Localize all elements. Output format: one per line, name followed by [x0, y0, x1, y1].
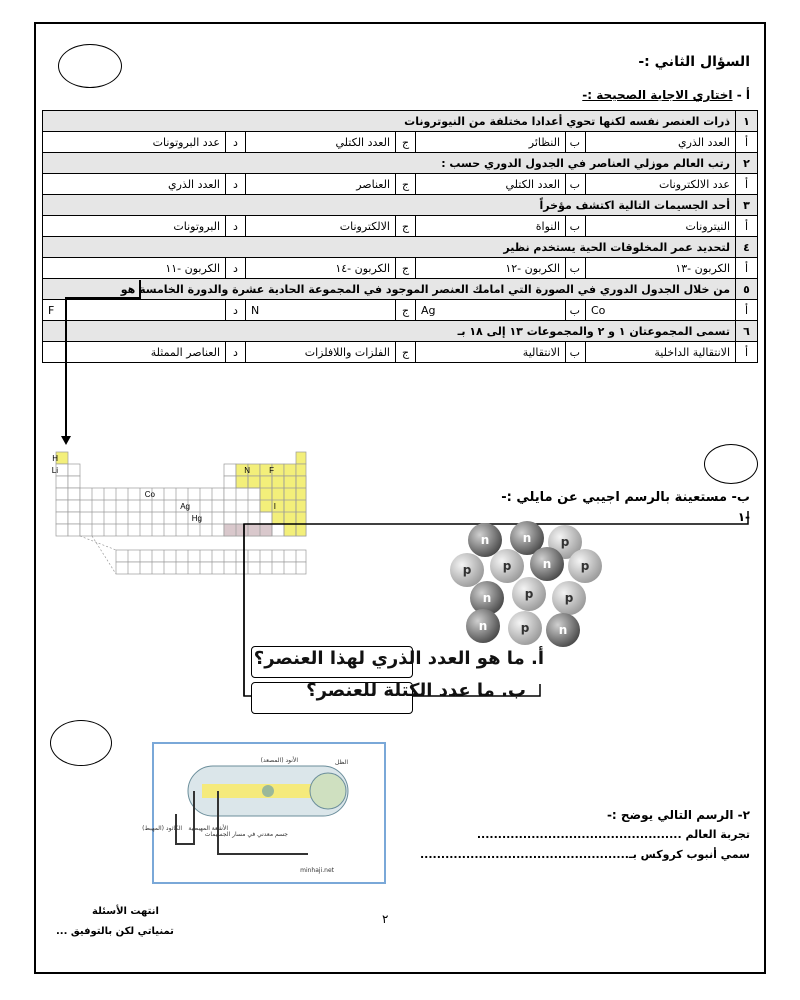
option-letter: أ	[736, 300, 758, 321]
option-letter: ب	[566, 132, 586, 153]
answer-option[interactable]: الكربون -١٤	[246, 258, 396, 279]
option-letter: د	[226, 300, 246, 321]
answer-option[interactable]: النظائر	[416, 132, 566, 153]
question-number: ٤	[736, 237, 758, 258]
neutron-label: n	[482, 591, 492, 605]
element-symbol: F	[269, 466, 274, 475]
proton-label: p	[560, 535, 570, 549]
question-number: ٥	[736, 279, 758, 300]
option-letter: ب	[566, 258, 586, 279]
wish-text: تمنياتي لكن بالتوفيق ...	[56, 926, 174, 937]
answer-option[interactable]: N	[246, 300, 396, 321]
answer-option[interactable]: الانتقالية	[416, 342, 566, 363]
option-letter: ج	[396, 216, 416, 237]
part-2-crookes-line: سمي أنبوب كروكس بـ..................................................	[420, 848, 750, 861]
question-text: تسمى المجموعتان ١ و ٢ والمجموعات ١٣ إلى ١٨ بـ	[43, 321, 736, 342]
question-text: ذرات العنصر نفسه لكنها تحوي أعدادا مختلفة من النيوترونات	[43, 111, 736, 132]
answer-option[interactable]: الالكترونات	[246, 216, 396, 237]
neutron-label: n	[522, 531, 532, 545]
option-letter: ب	[566, 174, 586, 195]
question-number: ٣	[736, 195, 758, 216]
answer-option[interactable]: F	[43, 300, 226, 321]
page-number: ٢	[382, 912, 389, 926]
option-letter: د	[226, 258, 246, 279]
option-letter: د	[226, 216, 246, 237]
answer-option[interactable]: العدد الذري	[586, 132, 736, 153]
option-letter: أ	[736, 258, 758, 279]
element-symbol: Hg	[191, 514, 202, 523]
option-letter: د	[226, 174, 246, 195]
answer-option[interactable]: Co	[586, 300, 736, 321]
answer-option[interactable]: الكربون -١٢	[416, 258, 566, 279]
answer-option[interactable]: العدد الكتلي	[416, 174, 566, 195]
crt-diagram-label: جسم معدني في مسار الجسيمات	[204, 831, 288, 838]
option-letter: ب	[566, 300, 586, 321]
crt-diagram-label: الكاثود (المهبط)	[142, 825, 182, 832]
answer-option[interactable]: الكربون -١١	[43, 258, 226, 279]
option-letter: أ	[736, 216, 758, 237]
neutron-label: n	[478, 619, 488, 633]
element-symbol: H	[52, 454, 58, 463]
answer-option[interactable]: العدد الكتلي	[246, 132, 396, 153]
answer-option[interactable]: النيترونات	[586, 216, 736, 237]
answer-option[interactable]: البروتونات	[43, 216, 226, 237]
answer-option[interactable]: العناصر	[246, 174, 396, 195]
element-symbol: Ag	[180, 502, 190, 511]
exam-page	[34, 22, 766, 974]
question-mass-number: ب. ما عدد الكتلة للعنصر؟	[306, 680, 526, 701]
crt-diagram-label: minhaji.net	[300, 867, 334, 874]
option-letter: ج	[396, 258, 416, 279]
answer-option[interactable]: الفلزات واللافلزات	[246, 342, 396, 363]
option-letter: أ	[736, 174, 758, 195]
proton-label: p	[524, 587, 534, 601]
question-atomic-number: أ. ما هو العدد الذري لهذا العنصر؟	[253, 648, 544, 669]
crt-diagram-label: الظل	[335, 759, 348, 766]
option-letter: د	[226, 132, 246, 153]
part-b-frame	[36, 24, 768, 744]
part-a-heading: أ - اختاري الاجابة الصحيحة :-	[582, 88, 750, 102]
answer-option[interactable]: الانتقالية الداخلية	[586, 342, 736, 363]
crookes-tube-diagram	[142, 742, 386, 884]
option-letter: ب	[566, 342, 586, 363]
part-b-title: ب- مستعينة بالرسم اجيبي عن مايلي :-	[501, 490, 750, 505]
proton-label: p	[520, 621, 530, 635]
answer-option[interactable]: العناصر الممثلة	[43, 342, 226, 363]
question-number: ١	[736, 111, 758, 132]
element-symbol: Co	[144, 490, 155, 499]
question-text: رتب العالم موزلي العناصر في الجدول الدوري حسب :	[43, 153, 736, 174]
question-title: السؤال الثاني :-	[638, 54, 750, 70]
part-b-item-number: -١	[737, 510, 750, 524]
option-letter: ج	[396, 342, 416, 363]
part-2-title: ٢- الرسم التالي يوضح :-	[606, 808, 750, 822]
answer-option[interactable]: عدد البروتونات	[43, 132, 226, 153]
answer-option[interactable]: عدد الالكترونات	[586, 174, 736, 195]
answer-option[interactable]: العدد الذري	[43, 174, 226, 195]
crt-diagram-label: الأنود (المصعد)	[260, 757, 298, 764]
proton-label: p	[564, 591, 574, 605]
question-text: أحد الجسيمات التالية اكتشف مؤخراً	[43, 195, 736, 216]
option-letter: د	[226, 342, 246, 363]
grade-circle-3	[50, 720, 112, 766]
part-2-scientist-line: تجربة العالم .................................................	[476, 828, 750, 841]
nucleus-diagram	[435, 518, 635, 662]
question-text: لتحديد عمر المخلوقات الحية يستخدم نظير	[43, 237, 736, 258]
option-letter: ج	[396, 132, 416, 153]
proton-label: p	[502, 559, 512, 573]
neutron-label: n	[558, 623, 568, 637]
element-symbol: Li	[51, 466, 58, 475]
question-text: من خلال الجدول الدوري في الصورة التي امامك العنصر الموجود في المجموعة الحادية عشرة والدورة الخامسة هو	[43, 279, 736, 300]
option-letter: ج	[396, 174, 416, 195]
element-symbol: N	[244, 466, 250, 475]
proton-label: p	[462, 563, 472, 577]
neutron-label: n	[480, 533, 490, 547]
proton-label: p	[580, 559, 590, 573]
crt-diagram-label: الأشعة المهبطية	[188, 825, 228, 832]
question-number: ٦	[736, 321, 758, 342]
option-letter: أ	[736, 132, 758, 153]
neutron-label: n	[542, 557, 552, 571]
answer-option[interactable]: Ag	[416, 300, 566, 321]
element-symbol: I	[273, 502, 276, 511]
question-number: ٢	[736, 153, 758, 174]
option-letter: ج	[396, 300, 416, 321]
option-letter: ب	[566, 216, 586, 237]
end-text: انتهت الأسئلة	[92, 906, 159, 917]
answer-option[interactable]: الكربون -١٣	[586, 258, 736, 279]
option-letter: أ	[736, 342, 758, 363]
answer-option[interactable]: النواة	[416, 216, 566, 237]
